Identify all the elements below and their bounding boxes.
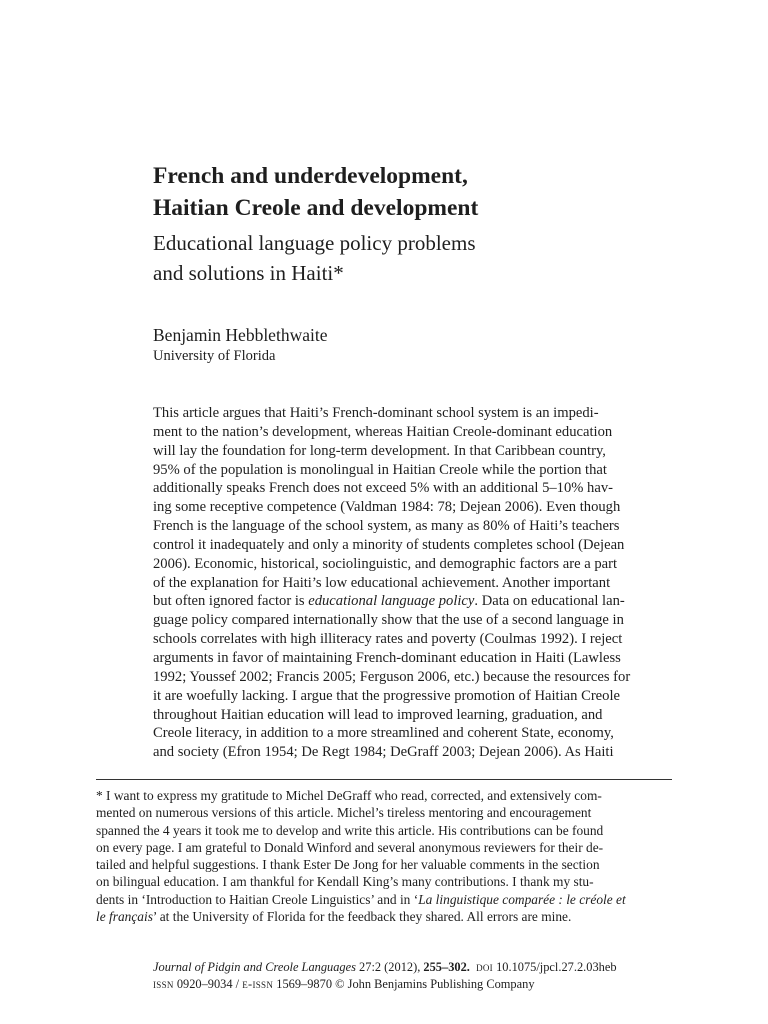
abstract-line bbox=[153, 592, 673, 611]
footnote-divider bbox=[96, 779, 672, 780]
footnote-text: dents in ‘Introduction to Haitian Creole Linguistics’ and in ‘ bbox=[96, 891, 419, 907]
title-line-2: Haitian Creole and development bbox=[153, 195, 479, 221]
journal-citation bbox=[153, 959, 673, 992]
abstract-line: will lay the foundation for long-term development. In that Caribbean country, bbox=[153, 442, 606, 459]
footnote-line: * I want to express my gratitude to Michel DeGraff who read, corrected, and extensively com- bbox=[96, 788, 602, 803]
abstract-line: 1992; Youssef 2002; Francis 2005; Ferguson 2006, etc.) because the resources for bbox=[153, 668, 631, 685]
abstract-line: guage policy compared internationally show that the use of a second language in bbox=[153, 612, 624, 629]
abstract-text: but often ignored factor is bbox=[153, 593, 309, 610]
footnote-emphasis: La linguistique comparée : le créole et bbox=[418, 891, 626, 907]
eissn-label: e-issn bbox=[242, 976, 274, 991]
page-range: 255–302. bbox=[423, 960, 470, 974]
abstract-line: Creole literacy, in addition to a more streamlined and coherent State, economy, bbox=[153, 725, 614, 742]
abstract-line: schools correlates with high illiteracy rates and poverty (Coulmas 1992). I reject bbox=[153, 631, 623, 648]
journal-volume: 27:2 (2012), bbox=[355, 960, 424, 974]
footnote-line: spanned the 4 years it took me to develop and write this article. His contributions can be found bbox=[96, 822, 604, 838]
footnote-text: ’ at the University of Florida for the feedback they shared. All errors are mine. bbox=[152, 908, 572, 924]
citation-line-2 bbox=[153, 976, 673, 993]
doi-value: 10.1075/jpcl.27.2.03heb bbox=[492, 960, 617, 974]
abstract-line: of the explanation for Haiti’s low educational achievement. Another important bbox=[153, 574, 611, 591]
abstract-paragraph bbox=[153, 404, 673, 762]
footnote-line: on bilingual education. I am thankful for Kendall King’s many contributions. I thank my stu- bbox=[96, 874, 594, 890]
abstract-line: arguments in favor of maintaining French-dominant education in Haiti (Lawless bbox=[153, 649, 621, 666]
footnote-line bbox=[96, 908, 674, 925]
footnote-line: tailed and helpful suggestions. I thank Ester De Jong for her valuable comments in the section bbox=[96, 857, 600, 872]
citation-line-1 bbox=[153, 959, 673, 976]
footnote-line: on every page. I am grateful to Donald Winford and several anonymous reviewers for their de- bbox=[96, 839, 604, 855]
article-subtitle bbox=[153, 228, 673, 288]
author-name: Benjamin Hebblethwaite bbox=[153, 325, 328, 345]
abstract-line: it are woefully lacking. I argue that the progressive promotion of Haitian Creole bbox=[153, 687, 620, 704]
abstract-line: control it inadequately and only a minority of students completes school (Dejean bbox=[153, 536, 625, 553]
abstract-line: ment to the nation’s development, whereas Haitian Creole-dominant education bbox=[153, 423, 613, 440]
abstract-line: French is the language of the school system, as many as 80% of Haiti’s teachers bbox=[153, 518, 620, 535]
subtitle-line-2: and solutions in Haiti* bbox=[153, 261, 344, 285]
issn-label: issn bbox=[153, 976, 174, 991]
issn-value: 0920–9034 / bbox=[173, 976, 243, 991]
abstract-line: This article argues that Haiti’s French-dominant school system is an impedi- bbox=[153, 405, 599, 421]
abstract-line: additionally speaks French does not exceed 5% with an additional 5–10% hav- bbox=[153, 480, 613, 497]
acknowledgement-footnote bbox=[96, 787, 674, 925]
footnote-line: mented on numerous versions of this article. Michel’s tireless mentoring and encouragement bbox=[96, 805, 592, 821]
abstract-line: ing some receptive competence (Valdman 1984: 78; Dejean 2006). Even though bbox=[153, 499, 621, 516]
footnote-emphasis: le français bbox=[96, 908, 153, 924]
title-line-1: French and underdevelopment, bbox=[153, 163, 468, 189]
article-title bbox=[153, 160, 673, 224]
abstract-emphasis: educational language policy bbox=[308, 593, 475, 610]
footnote-line bbox=[96, 891, 674, 908]
doi-label: doi bbox=[476, 960, 493, 974]
abstract-line: 95% of the population is monolingual in Haitian Creole while the portion that bbox=[153, 461, 607, 478]
journal-name: Journal of Pidgin and Creole Languages bbox=[153, 960, 356, 974]
abstract-line: throughout Haitian education will lead to improved learning, graduation, and bbox=[153, 706, 603, 723]
abstract-line: 2006). Economic, historical, sociolinguistic, and demographic factors are a part bbox=[153, 555, 618, 572]
eissn-value: 1569–9870 © John Benjamins Publishing Company bbox=[273, 976, 535, 991]
abstract-line: and society (Efron 1954; De Regt 1984; DeGraff 2003; Dejean 2006). As Haiti bbox=[153, 744, 614, 761]
abstract-text: . Data on educational lan- bbox=[474, 593, 625, 610]
author-affiliation: University of Florida bbox=[153, 348, 276, 364]
subtitle-line-1: Educational language policy problems bbox=[153, 231, 476, 255]
